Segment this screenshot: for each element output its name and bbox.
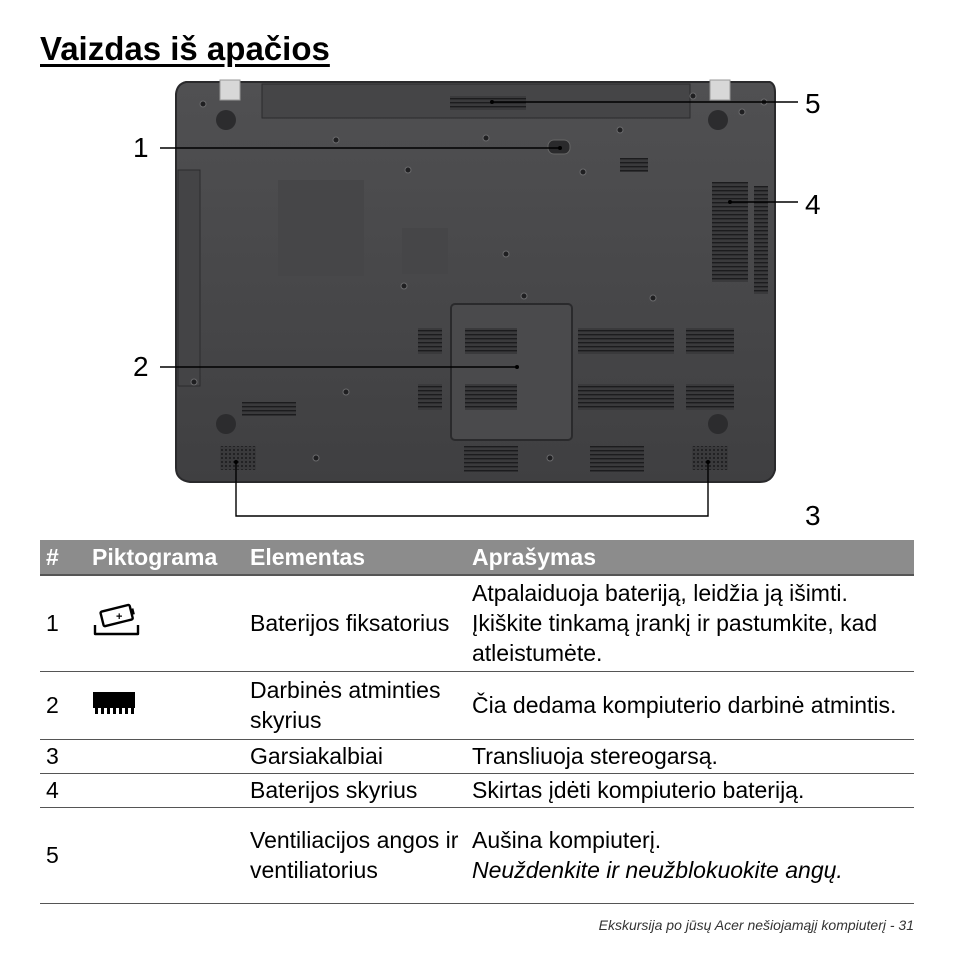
memory-compartment-cover <box>451 304 572 440</box>
header-number: # <box>40 540 86 575</box>
memory-module-icon <box>92 694 136 720</box>
row-note: Neuždenkite ir neužblokuokite angų. <box>472 857 843 883</box>
header-description: Aprašymas <box>466 540 914 575</box>
hinge-left <box>220 80 240 100</box>
row-description: Čia dedama kompiuterio darbinė atmintis. <box>466 671 914 739</box>
row-element: Baterijos skyrius <box>244 773 466 807</box>
svg-text:+: + <box>116 610 123 623</box>
row-number: 1 <box>40 575 86 671</box>
fan-vent <box>712 182 748 282</box>
row-number: 2 <box>40 671 86 739</box>
row-number: 4 <box>40 773 86 807</box>
page-title: Vaizdas iš apačios <box>40 30 330 67</box>
table-row <box>40 773 914 807</box>
callout-2: 2 <box>133 351 149 382</box>
hinge-right <box>710 80 730 100</box>
row-description: Aušina kompiuterį. <box>472 827 662 853</box>
row-number: 5 <box>40 807 86 903</box>
header-icon: Piktograma <box>86 540 244 575</box>
table-row <box>40 739 914 773</box>
header-element: Elementas <box>244 540 466 575</box>
page-footer: Ekskursija po jūsų Acer nešiojamąjį kompiuterį - 31 <box>598 917 914 933</box>
components-table <box>40 540 914 904</box>
row-description: Atpalaiduoja bateriją, leidžia ją išimti. Įkiškite tinkamą įrankį ir pastumkite, kad atleistumėte. <box>466 575 914 671</box>
vent-top <box>450 96 526 110</box>
row-description: Transliuoja stereogarsą. <box>466 739 914 773</box>
row-number: 3 <box>40 739 86 773</box>
table-row <box>40 575 914 671</box>
row-element: Baterijos fiksatorius <box>244 575 466 671</box>
table-row <box>40 671 914 739</box>
speaker-right <box>692 446 728 470</box>
callout-1: 1 <box>133 132 149 163</box>
laptop-bottom <box>176 80 775 482</box>
row-description: Skirtas įdėti kompiuterio bateriją. <box>466 773 914 807</box>
callout-4: 4 <box>805 189 821 220</box>
battery-release-icon <box>92 610 142 642</box>
table-header-row <box>40 540 914 575</box>
row-element: Ventiliacijos angos ir ventiliatorius <box>244 807 466 903</box>
speaker-left <box>220 446 256 470</box>
row-element: Garsiakalbiai <box>244 739 466 773</box>
callout-3: 3 <box>805 500 821 531</box>
callout-5: 5 <box>805 88 821 119</box>
table-row <box>40 807 914 903</box>
row-element: Darbinės atminties skyrius <box>244 671 466 739</box>
